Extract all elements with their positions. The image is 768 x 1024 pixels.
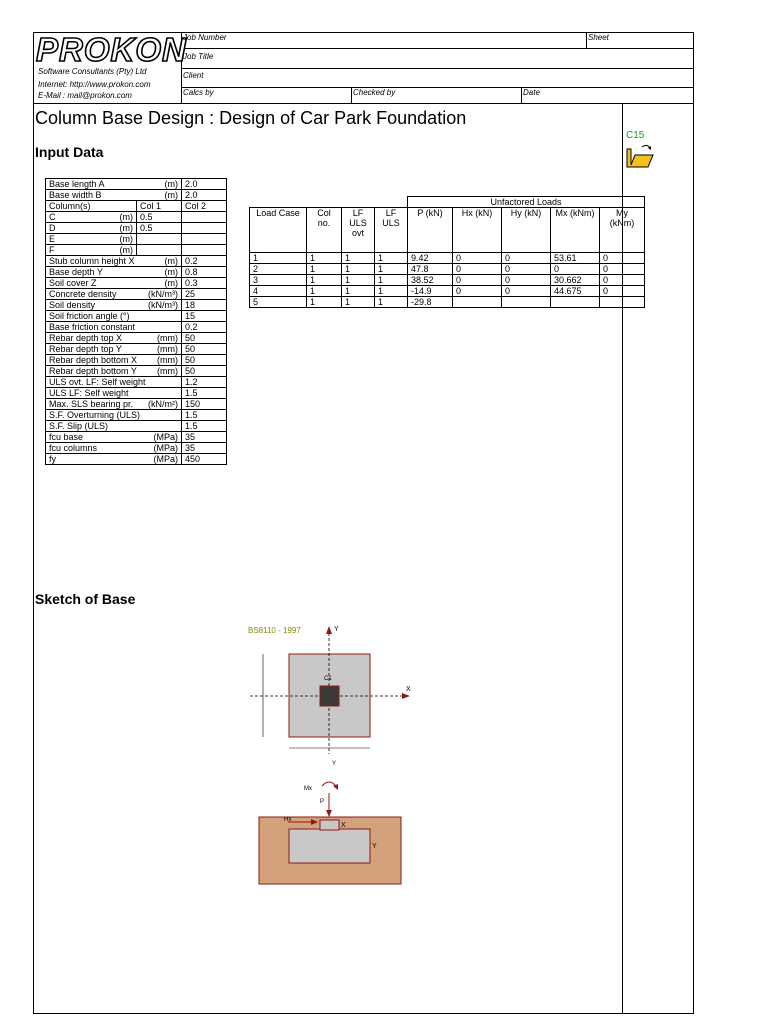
col1-value: 0.5 — [137, 212, 182, 223]
param-label-text: Soil friction angle (°) — [49, 311, 130, 321]
param-label-text: Stub column height X — [49, 256, 135, 266]
loads-row — [250, 275, 645, 286]
col1-header: Col 1 — [137, 201, 182, 212]
col-dim-label — [46, 245, 137, 256]
param-row — [46, 289, 227, 300]
col-dim-label — [46, 223, 137, 234]
loads-row — [250, 253, 645, 264]
param-row — [46, 355, 227, 366]
input-label-text: Base width B — [49, 190, 102, 200]
param-label — [46, 333, 182, 344]
loads-cell — [502, 297, 551, 308]
input-data-table — [45, 178, 227, 465]
col-dim-unit: (m) — [119, 234, 133, 244]
param-label-text: Max. SLS bearing pr. — [49, 399, 134, 409]
loads-cell: 0 — [453, 275, 502, 286]
col1-value: 0.5 — [137, 223, 182, 234]
input-label-text: Base length A — [49, 179, 105, 189]
param-row — [46, 443, 227, 454]
loads-cell: 1 — [375, 253, 408, 264]
param-label — [46, 267, 182, 278]
param-label — [46, 443, 182, 454]
loads-row — [250, 297, 645, 308]
param-label — [46, 388, 182, 399]
columns-row — [46, 201, 227, 212]
param-row — [46, 399, 227, 410]
page-title: Column Base Design : Design of Car Park Foundation — [35, 108, 467, 128]
x-axis-label: X — [406, 686, 411, 693]
company-email: E-Mail : mail@prokon.com — [38, 91, 132, 100]
loads-cell: 1 — [342, 253, 375, 264]
col-dim-unit: (m) — [119, 212, 133, 222]
param-value: 1.5 — [182, 388, 227, 399]
company-internet: Internet: http://www.prokon.com — [38, 80, 151, 89]
param-value: 50 — [182, 355, 227, 366]
p-label: P — [320, 799, 325, 805]
col-dim-label-text: E — [49, 234, 56, 244]
loads-cell: 30.662 — [551, 275, 600, 286]
input-label — [46, 179, 182, 190]
loads-column-header: Col no. — [307, 208, 342, 253]
param-unit: (mm) — [157, 333, 178, 343]
param-label-text: fcu base — [49, 432, 84, 442]
param-label-text: S.F. Overturning (ULS) — [49, 410, 141, 420]
param-unit: (m) — [164, 256, 178, 266]
loads-cell: 0 — [502, 286, 551, 297]
param-unit: (mm) — [157, 366, 178, 376]
param-label-text: Base depth Y — [49, 267, 103, 277]
sheet-label: Sheet — [588, 33, 609, 42]
loads-cell: 3 — [250, 275, 307, 286]
base-sketch — [240, 618, 420, 890]
param-label-text: Rebar depth top X — [49, 333, 123, 343]
input-value: 2.0 — [182, 190, 227, 201]
param-unit: (m) — [164, 267, 178, 277]
column-section — [320, 820, 339, 830]
param-label — [46, 421, 182, 432]
loads-table — [249, 196, 645, 308]
loads-cell: 0 — [600, 264, 645, 275]
loads-cell: 4 — [250, 286, 307, 297]
param-label-text: fy — [49, 454, 57, 464]
loads-column-header: Mx (kNm) — [551, 208, 600, 253]
input-row — [46, 190, 227, 201]
loads-cell: 1 — [342, 286, 375, 297]
p-arrow-icon — [326, 810, 332, 817]
param-row — [46, 278, 227, 289]
param-label — [46, 344, 182, 355]
loads-cell: -14.9 — [408, 286, 453, 297]
col-dim-label — [46, 212, 137, 223]
param-value: 1.5 — [182, 410, 227, 421]
param-label-text: S.F. Slip (ULS) — [49, 421, 109, 431]
param-value: 15 — [182, 311, 227, 322]
param-row — [46, 421, 227, 432]
loads-group-row — [250, 197, 645, 208]
date-label: Date — [523, 88, 540, 97]
base-section — [289, 829, 370, 863]
param-label — [46, 377, 182, 388]
module-code: C15 — [626, 130, 645, 141]
param-row — [46, 344, 227, 355]
loads-cell: 0 — [502, 275, 551, 286]
loads-cell: 1 — [342, 275, 375, 286]
loads-cell: 0 — [551, 264, 600, 275]
col-dim-row — [46, 212, 227, 223]
col2-value — [182, 245, 227, 256]
col2-value — [182, 212, 227, 223]
input-data-heading: Input Data — [35, 144, 104, 160]
loads-cell: 9.42 — [408, 253, 453, 264]
param-value: 0.8 — [182, 267, 227, 278]
param-unit: (kN/m³) — [148, 300, 178, 310]
loads-row — [250, 286, 645, 297]
param-row — [46, 333, 227, 344]
loads-cell: 2 — [250, 264, 307, 275]
job-number-label: Job Number — [183, 33, 227, 42]
loads-group-blank — [250, 197, 408, 208]
header-divider — [521, 87, 522, 103]
loads-group-header: Unfactored Loads — [408, 197, 645, 208]
param-value: 25 — [182, 289, 227, 300]
param-label-text: Concrete density — [49, 289, 117, 299]
moment-arc — [322, 782, 336, 786]
param-value: 0.3 — [182, 278, 227, 289]
input-value: 2.0 — [182, 179, 227, 190]
param-row — [46, 410, 227, 421]
col-dim-row — [46, 223, 227, 234]
param-row — [46, 256, 227, 267]
param-label — [46, 256, 182, 267]
loads-cell: 1 — [250, 253, 307, 264]
loads-cell: 0 — [453, 253, 502, 264]
col-dim-label-text: D — [49, 223, 56, 233]
input-row — [46, 179, 227, 190]
param-unit: (MPa) — [153, 443, 178, 453]
param-label — [46, 410, 182, 421]
param-label — [46, 454, 182, 465]
param-unit: (MPa) — [153, 432, 178, 442]
y-arrow-icon — [326, 626, 332, 634]
param-label-text: Rebar depth bottom X — [49, 355, 138, 365]
prokon-logo: PROKON — [36, 31, 187, 68]
param-value: 150 — [182, 399, 227, 410]
loads-cell: 0 — [600, 275, 645, 286]
col-dim-row — [46, 234, 227, 245]
header-rule — [181, 48, 694, 49]
param-label-text: ULS LF: Self weight — [49, 388, 129, 398]
loads-cell: 44.675 — [551, 286, 600, 297]
input-unit: (m) — [164, 190, 178, 200]
col-dim-label-text: F — [49, 245, 55, 255]
param-label — [46, 278, 182, 289]
header-rule — [181, 68, 694, 69]
param-label — [46, 399, 182, 410]
loads-cell: 0 — [502, 253, 551, 264]
loads-cell: 0 — [502, 264, 551, 275]
loads-row — [250, 264, 645, 275]
loads-column-header: Hx (kN) — [453, 208, 502, 253]
loads-cell: 1 — [307, 297, 342, 308]
loads-column-header: LF ULS ovt — [342, 208, 375, 253]
loads-column-header: Load Case — [250, 208, 307, 253]
loads-cell: 0 — [453, 286, 502, 297]
loads-cell: 1 — [342, 264, 375, 275]
param-value: 1.2 — [182, 377, 227, 388]
param-value: 0.2 — [182, 322, 227, 333]
loads-cell: 1 — [307, 275, 342, 286]
col1-value — [137, 234, 182, 245]
loads-cell: 1 — [375, 275, 408, 286]
column-label: C1 — [324, 676, 332, 682]
param-row — [46, 311, 227, 322]
param-value: 35 — [182, 443, 227, 454]
param-label — [46, 322, 182, 333]
param-row — [46, 377, 227, 388]
loads-column-header: LF ULS — [375, 208, 408, 253]
col2-header: Col 2 — [182, 201, 227, 212]
param-value: 50 — [182, 344, 227, 355]
param-value: 0.2 — [182, 256, 227, 267]
param-label — [46, 366, 182, 377]
param-unit: (m) — [164, 278, 178, 288]
calcs-by-label: Calcs by — [183, 88, 214, 97]
loads-cell: 53.61 — [551, 253, 600, 264]
open-folder-icon[interactable] — [626, 143, 656, 169]
y-axis-label: Y — [334, 626, 339, 633]
param-unit: (kN/m³) — [148, 289, 178, 299]
param-row — [46, 388, 227, 399]
param-row — [46, 454, 227, 465]
y-lower-label: Y — [332, 761, 337, 767]
loads-cell: 38.52 — [408, 275, 453, 286]
param-row — [46, 366, 227, 377]
loads-header-row — [250, 208, 645, 253]
header-divider — [351, 87, 352, 103]
code-label: BS8110 - 1997 — [248, 626, 301, 635]
loads-cell — [453, 297, 502, 308]
x-section-label: X — [341, 822, 346, 829]
loads-cell: 1 — [375, 286, 408, 297]
input-unit: (m) — [164, 179, 178, 189]
param-row — [46, 300, 227, 311]
param-unit: (mm) — [157, 355, 178, 365]
col-dim-unit: (m) — [119, 245, 133, 255]
loads-cell: 0 — [453, 264, 502, 275]
loads-cell — [600, 297, 645, 308]
loads-cell: 1 — [307, 253, 342, 264]
x-arrow-icon — [402, 693, 410, 699]
company-name: Software Consultants (Pty) Ltd — [38, 67, 147, 76]
loads-column-header: P (kN) — [408, 208, 453, 253]
param-label — [46, 355, 182, 366]
mx-label: Mx — [304, 786, 312, 792]
param-value: 50 — [182, 333, 227, 344]
param-label-text: ULS ovt. LF: Self weight — [49, 377, 146, 387]
param-row — [46, 432, 227, 443]
param-unit: (MPa) — [153, 454, 178, 464]
col-dim-row — [46, 245, 227, 256]
loads-cell: 5 — [250, 297, 307, 308]
header-divider — [586, 32, 587, 48]
param-value: 450 — [182, 454, 227, 465]
sketch-heading: Sketch of Base — [35, 591, 136, 607]
job-title-label: Job Title — [183, 52, 214, 61]
param-unit: (kN/m²) — [148, 399, 178, 409]
loads-cell: 47.8 — [408, 264, 453, 275]
columns-label: Column(s) — [46, 201, 137, 212]
param-label — [46, 300, 182, 311]
param-label-text: Rebar depth top Y — [49, 344, 122, 354]
param-value: 1.5 — [182, 421, 227, 432]
input-label — [46, 190, 182, 201]
param-label — [46, 432, 182, 443]
loads-cell: 1 — [375, 297, 408, 308]
checked-by-label: Checked by — [353, 88, 396, 97]
col-dim-label — [46, 234, 137, 245]
loads-cell — [551, 297, 600, 308]
h-label: Hx — [284, 817, 292, 823]
col-dim-unit: (m) — [119, 223, 133, 233]
param-label-text: Base friction constant — [49, 322, 136, 332]
col2-value — [182, 234, 227, 245]
y-section-label: Y — [372, 843, 377, 850]
param-value: 18 — [182, 300, 227, 311]
param-label — [46, 311, 182, 322]
col-dim-label-text: C — [49, 212, 56, 222]
param-label — [46, 289, 182, 300]
loads-cell: 1 — [375, 264, 408, 275]
loads-cell: 1 — [307, 264, 342, 275]
param-row — [46, 267, 227, 278]
col1-value — [137, 245, 182, 256]
param-value: 35 — [182, 432, 227, 443]
param-value: 50 — [182, 366, 227, 377]
loads-column-header: My (kNm) — [600, 208, 645, 253]
column-plan — [320, 686, 339, 706]
param-row — [46, 322, 227, 333]
param-label-text: fcu columns — [49, 443, 98, 453]
col2-value — [182, 223, 227, 234]
param-unit: (mm) — [157, 344, 178, 354]
loads-cell: 1 — [342, 297, 375, 308]
param-label-text: Soil density — [49, 300, 96, 310]
param-label-text: Soil cover Z — [49, 278, 97, 288]
loads-cell: 0 — [600, 286, 645, 297]
header-rule — [33, 103, 694, 104]
loads-cell: 1 — [307, 286, 342, 297]
loads-cell: -29.8 — [408, 297, 453, 308]
loads-cell: 0 — [600, 253, 645, 264]
loads-column-header: Hy (kN) — [502, 208, 551, 253]
client-label: Client — [183, 71, 204, 80]
param-label-text: Rebar depth bottom Y — [49, 366, 137, 376]
header-rule — [181, 87, 694, 88]
